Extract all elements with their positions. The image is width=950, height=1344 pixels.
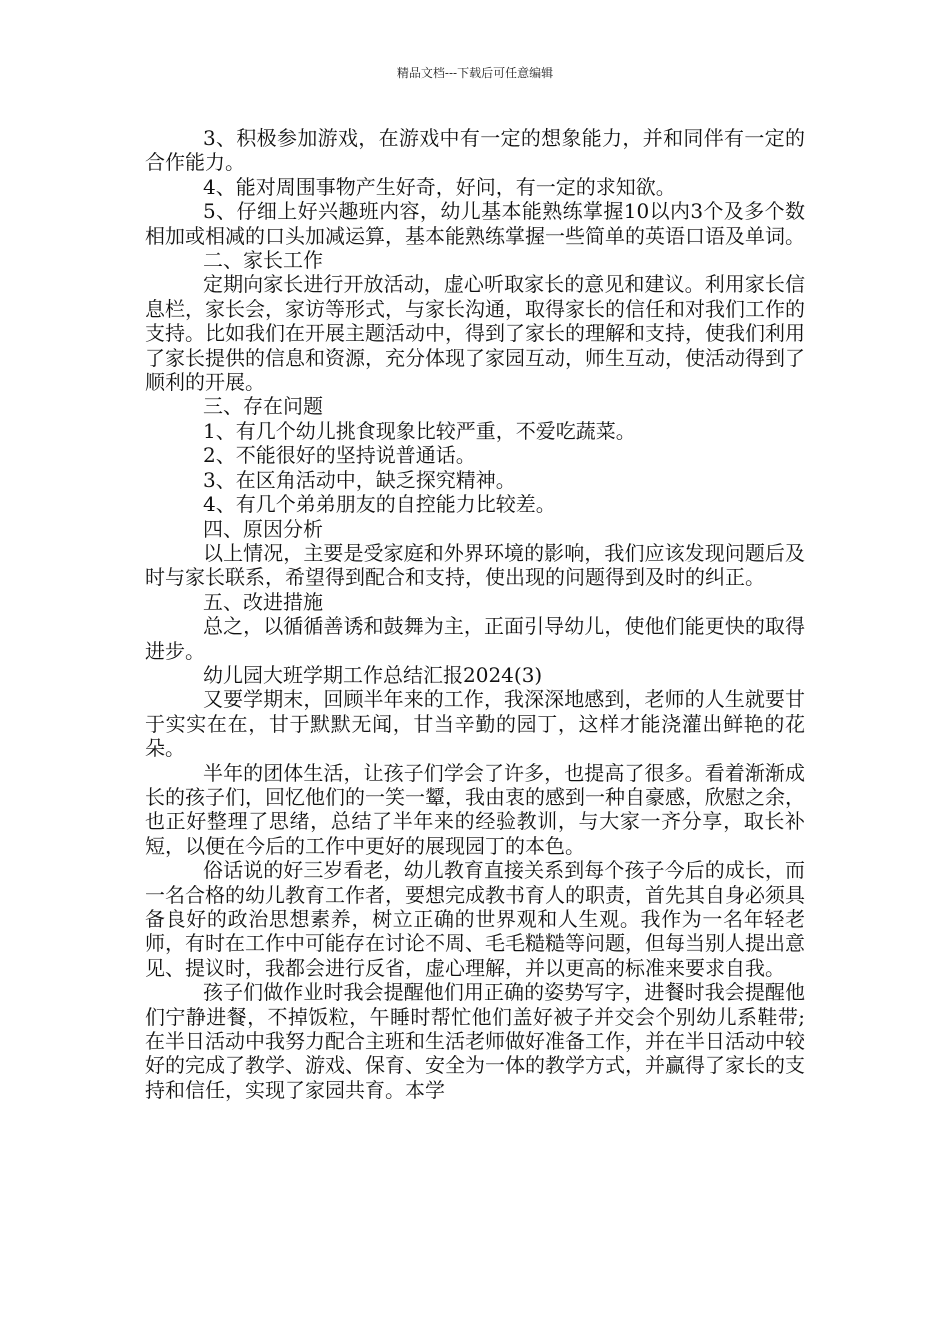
- paragraph: 4、有几个弟弟朋友的自控能力比较差。: [203, 492, 556, 517]
- document-title: 幼儿园大班学期工作总结汇报2024(3): [203, 662, 543, 687]
- paragraph: 以上情况，主要是受家庭和外界环境的影响，我们应该发现问题后及时与家长联系，希望得到配合和支持，使出现的问题得到及时的纠正。: [145, 540, 805, 590]
- paragraph: 3、在区角活动中，缺乏探究精神。: [203, 467, 516, 492]
- paragraph: 5、仔细上好兴趣班内容，幼儿基本能熟练掌握10以内3个及多个数相加或相减的口头加减运算，基本能熟练掌握一些简单的英语口语及单词。: [145, 199, 805, 248]
- paragraph: 孩子们做作业时我会提醒他们用正确的姿势写字，进餐时我会提醒他们宁静进餐，不掉饭粒，午睡时帮忙他们盖好被子并交会个别幼儿系鞋带;在半日活动中我努力配合主班和生活老师做好准备工作，并在半日活动中较好的完成了教学、游戏、保育、安全为一体的教学方式，并赢得了家长的支持和信任，实现了家园共育。本学: [145, 980, 805, 1102]
- paragraph: 半年的团体生活，让孩子们学会了许多，也提高了很多。看着渐渐成长的孩子们，回忆他们的一笑一颦，我由衷的感到一种自豪感，欣慰之余，也正好整理了思绪，总结了半年来的经验教训，与大家一齐分享，取长补短，以便在今后的工作中更好的展现园丁的本色。: [145, 760, 805, 858]
- paragraph: 俗话说的好三岁看老，幼儿教育直接关系到每个孩子今后的成长，而一名合格的幼儿教育工作者，要想完成教书育人的职责，首先其自身必须具备良好的政治思想素养，树立正确的世界观和人生观。我作为一名年轻老师，有时在工作中可能存在讨论不周、毛毛糙糙等问题，但每当别人提出意见、提议时，我都会进行反省，虚心理解，并以更高的标准来要求自我。: [145, 858, 805, 980]
- section-heading: 三、存在问题: [203, 394, 323, 419]
- paragraph: 1、有几个幼儿挑食现象比较严重，不爱吃蔬菜。: [203, 418, 636, 443]
- paragraph: 又要学期末，回顾半年来的工作，我深深地感到，老师的人生就要甘于实实在在，甘于默默无闻，甘当辛勤的园丁，这样才能浇灌出鲜艳的花朵。: [145, 687, 805, 761]
- paragraph: 总之，以循循善诱和鼓舞为主，正面引导幼儿，使他们能更快的取得进步。: [145, 614, 805, 663]
- section-heading: 四、原因分析: [203, 516, 323, 541]
- section-heading: 二、家长工作: [203, 248, 323, 273]
- section-heading: 五、改进措施: [203, 589, 323, 614]
- paragraph: 4、能对周围事物产生好奇，好问，有一定的求知欲。: [203, 174, 676, 199]
- page-header: 精品文档---下载后可任意编辑: [396, 66, 554, 80]
- paragraph: 2、不能很好的坚持说普通话。: [203, 443, 476, 468]
- paragraph: 定期向家长进行开放活动，虚心听取家长的意见和建议。利用家长信息栏，家长会，家访等形式，与家长沟通，取得家长的信任和对我们工作的支持。比如我们在开展主题活动中，得到了家长的理解和支持，使我们利用了家长提供的信息和资源，充分体现了家园互动，师生互动，使活动得到了顺利的开展。: [145, 272, 805, 395]
- paragraph: 3、积极参加游戏，在游戏中有一定的想象能力，并和同伴有一定的合作能力。: [145, 126, 805, 175]
- document-body: [145, 126, 805, 1102]
